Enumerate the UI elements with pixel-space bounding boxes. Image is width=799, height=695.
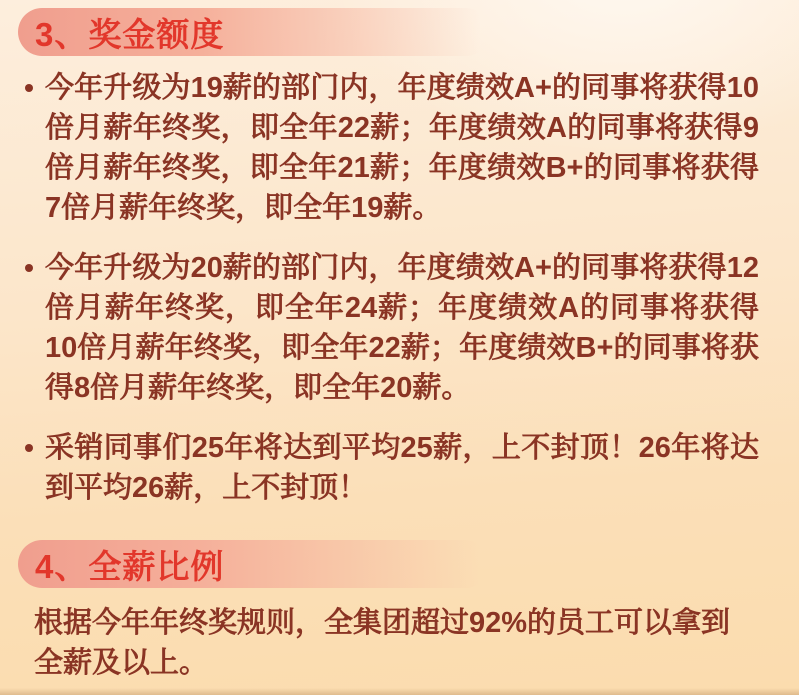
list-item-procurement-sales	[18, 428, 759, 508]
bullet-text-19-salary-tier: 今年升级为19薪的部门内，年度绩效A+的同事将获得10倍月薪年终奖，即全年22薪；年度绩效A的同事将获得9倍月薪年终奖，即全年21薪；年度绩效B+的同事将获得7倍月薪年终奖，即全年19薪。	[45, 72, 759, 224]
bullet-dot-icon	[25, 84, 33, 92]
full-salary-ratio-paragraph: 根据今年年终奖规则，全集团超过92%的员工可以拿到全薪及以上。	[34, 607, 731, 679]
section-badge-full-salary-ratio	[18, 540, 490, 588]
list-item-19-salary-tier	[18, 68, 759, 228]
bullet-dot-icon	[25, 264, 33, 272]
bonus-detail-list	[18, 68, 771, 508]
bullet-text-20-salary-tier: 今年升级为20薪的部门内，年度绩效A+的同事将获得12倍月薪年终奖，即全年24薪；年度绩效A的同事将获得10倍月薪年终奖，即全年22薪；年度绩效B+的同事将获得8倍月薪年终奖，即全年20薪。	[45, 252, 759, 404]
section-badge-bonus-amount	[18, 8, 490, 56]
list-item-20-salary-tier	[18, 248, 759, 408]
bullet-dot-icon	[25, 444, 33, 452]
section-heading-full-salary-ratio: 4、全薪比例	[35, 547, 225, 585]
bullet-text-procurement-sales: 采销同事们25年将达到平均25薪，上不封顶！26年将达到平均26薪，上不封顶！	[45, 432, 759, 504]
section-heading-bonus-amount: 3、奖金额度	[35, 15, 225, 53]
